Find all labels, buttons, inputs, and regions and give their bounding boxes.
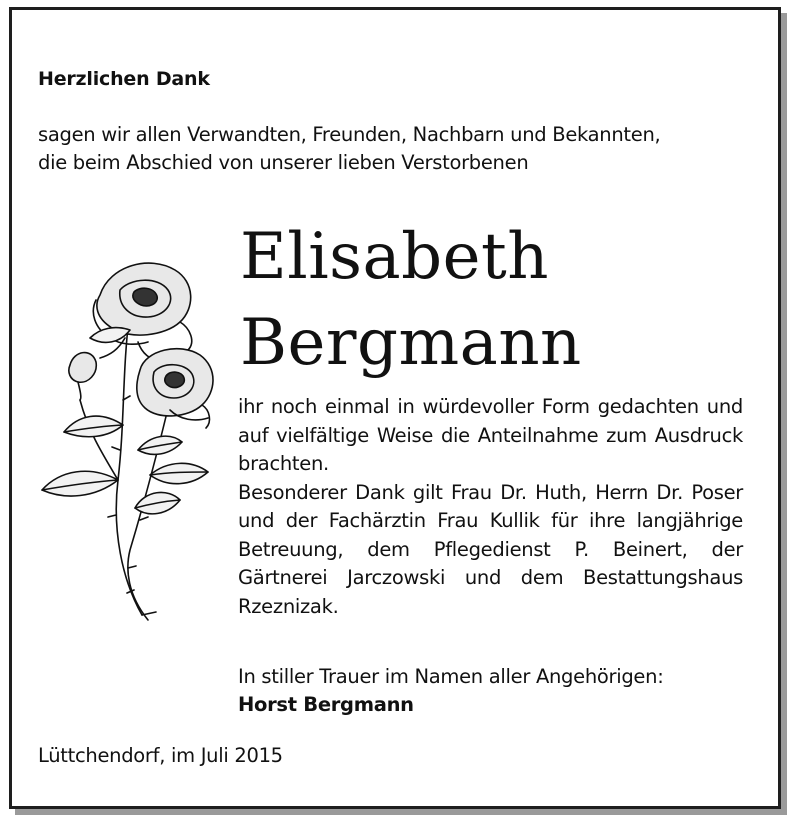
thanks-paragraph-special: Besonderer Dank gilt Frau Dr. Huth, Herrn Dr. Poser und der Fachärztin Frau Kullik für ihre langjährige Betreuung, dem Pflegedienst P. Beinert, der Gärtnerei Jarczowski und dem Bestattungshaus Rzeznizak. xyxy=(238,480,743,618)
intro-line: die beim Abschied von unserer lieben Verstorbenen xyxy=(38,151,529,174)
deceased-first-name: Elisabeth xyxy=(240,220,549,294)
signoff-line: In stiller Trauer im Namen aller Angehörigen: xyxy=(238,665,664,688)
intro-line: sagen wir allen Verwandten, Freunden, Nachbarn und Bekannten, xyxy=(38,123,661,146)
thanks-body xyxy=(238,393,743,621)
signer-name: Horst Bergmann xyxy=(238,693,414,716)
notice-heading: Herzlichen Dank xyxy=(38,68,210,90)
intro-text xyxy=(38,121,758,177)
place-date: Lüttchendorf, im Juli 2015 xyxy=(38,744,283,767)
deceased-last-name: Bergmann xyxy=(240,306,582,380)
deceased-name xyxy=(240,214,582,386)
rose-drawing-icon xyxy=(30,250,230,630)
thanks-paragraph: ihr noch einmal in würdevoller Form gedachten und auf vielfältige Weise die Anteilnahme zum Ausdruck brachten. xyxy=(238,395,743,475)
signoff-block xyxy=(238,663,663,719)
